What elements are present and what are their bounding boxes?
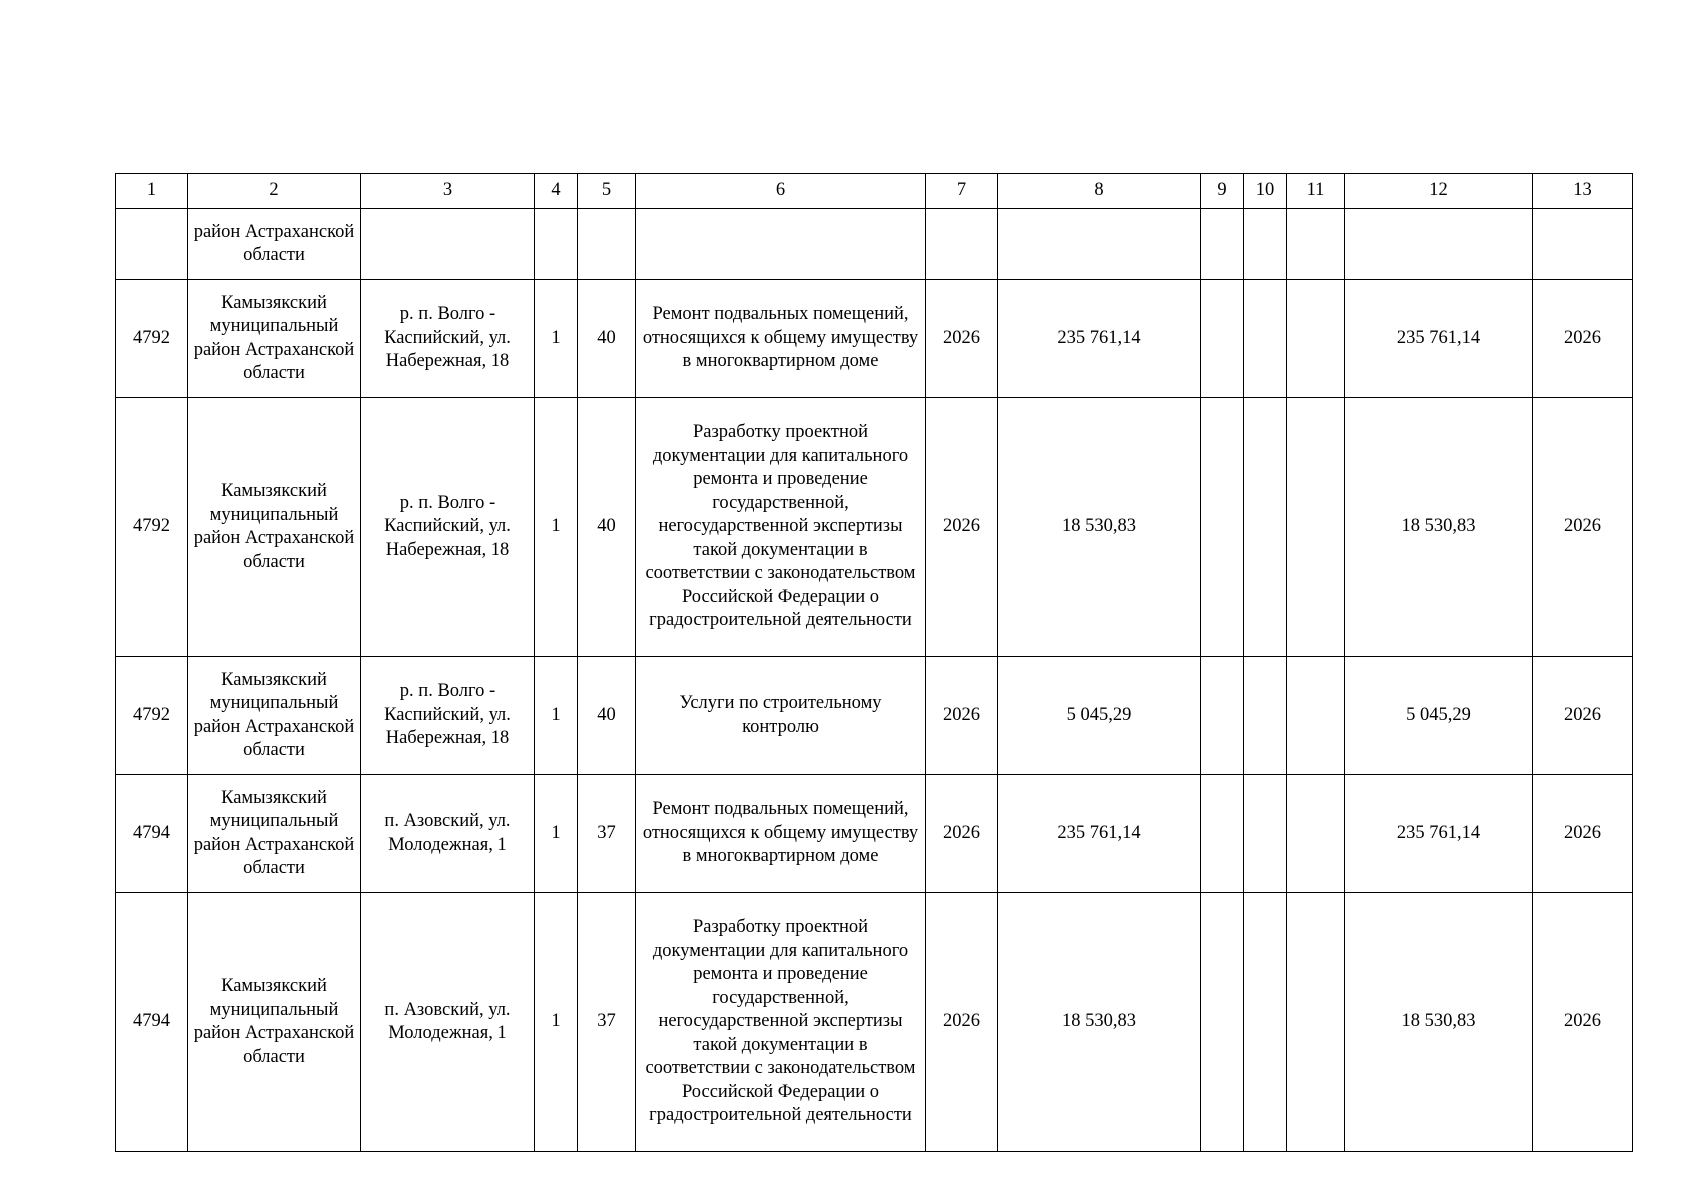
table-row xyxy=(116,398,1633,657)
cell-col9 xyxy=(1201,209,1244,280)
cell-year-end: 2026 xyxy=(1533,775,1633,893)
column-header: 9 xyxy=(1201,174,1244,209)
cell-col10 xyxy=(1244,398,1287,657)
cell-col11 xyxy=(1287,280,1345,398)
cell-municipality: Камызякский муниципальный район Астраханской области xyxy=(188,775,361,893)
column-header: 6 xyxy=(636,174,926,209)
document-page xyxy=(115,173,1633,1152)
cell-col5: 37 xyxy=(578,775,636,893)
column-header: 5 xyxy=(578,174,636,209)
cell-address: р. п. Волго - Каспийский, ул. Набережная, 18 xyxy=(361,398,535,657)
cell-col10 xyxy=(1244,893,1287,1152)
cell-address: п. Азовский, ул. Молодежная, 1 xyxy=(361,775,535,893)
cell-col11 xyxy=(1287,398,1345,657)
cell-col4: 1 xyxy=(535,657,578,775)
cell-cost xyxy=(998,209,1201,280)
cell-col4: 1 xyxy=(535,775,578,893)
column-header: 10 xyxy=(1244,174,1287,209)
cell-municipality: Камызякский муниципальный район Астраханской области xyxy=(188,280,361,398)
cell-number xyxy=(116,209,188,280)
cell-cost: 5 045,29 xyxy=(998,657,1201,775)
cell-address xyxy=(361,209,535,280)
cell-col10 xyxy=(1244,280,1287,398)
cell-col11 xyxy=(1287,775,1345,893)
column-header: 1 xyxy=(116,174,188,209)
cell-municipality: Камызякский муниципальный район Астраханской области xyxy=(188,893,361,1152)
cell-col5 xyxy=(578,209,636,280)
cell-number: 4792 xyxy=(116,280,188,398)
cell-cost-total xyxy=(1345,209,1533,280)
column-header: 13 xyxy=(1533,174,1633,209)
repair-schedule-table xyxy=(115,173,1633,1152)
cell-col9 xyxy=(1201,893,1244,1152)
cell-cost-total: 235 761,14 xyxy=(1345,280,1533,398)
cell-col9 xyxy=(1201,398,1244,657)
cell-year-end xyxy=(1533,209,1633,280)
cell-col5: 40 xyxy=(578,398,636,657)
cell-year-end: 2026 xyxy=(1533,657,1633,775)
cell-year-end: 2026 xyxy=(1533,893,1633,1152)
cell-address: р. п. Волго - Каспийский, ул. Набережная, 18 xyxy=(361,657,535,775)
continuation-row xyxy=(116,209,1633,280)
cell-number: 4792 xyxy=(116,657,188,775)
cell-municipality: Камызякский муниципальный район Астраханской области xyxy=(188,398,361,657)
cell-cost-total: 235 761,14 xyxy=(1345,775,1533,893)
cell-work: Разработку проектной документации для капитального ремонта и проведение государственной, негосударственной экспертизы такой документации в соответствии с законодательством Российской Федерации о градостроительной деятельности xyxy=(636,893,926,1152)
cell-cost-total: 18 530,83 xyxy=(1345,398,1533,657)
cell-year xyxy=(926,209,998,280)
table-row xyxy=(116,280,1633,398)
cell-work: Разработку проектной документации для капитального ремонта и проведение государственной, негосударственной экспертизы такой документации в соответствии с законодательством Российской Федерации о градостроительной деятельности xyxy=(636,398,926,657)
cell-number: 4792 xyxy=(116,398,188,657)
cell-col4 xyxy=(535,209,578,280)
table-row xyxy=(116,657,1633,775)
cell-col10 xyxy=(1244,209,1287,280)
cell-col9 xyxy=(1201,280,1244,398)
cell-year: 2026 xyxy=(926,398,998,657)
cell-work: Услуги по строительному контролю xyxy=(636,657,926,775)
cell-address: р. п. Волго - Каспийский, ул. Набережная, 18 xyxy=(361,280,535,398)
cell-col10 xyxy=(1244,775,1287,893)
table-row xyxy=(116,775,1633,893)
column-header: 8 xyxy=(998,174,1201,209)
column-header: 4 xyxy=(535,174,578,209)
column-header: 12 xyxy=(1345,174,1533,209)
cell-col11 xyxy=(1287,209,1345,280)
cell-year-end: 2026 xyxy=(1533,398,1633,657)
column-header: 11 xyxy=(1287,174,1345,209)
table-row xyxy=(116,893,1633,1152)
cell-cost: 18 530,83 xyxy=(998,398,1201,657)
cell-municipality: район Астраханской области xyxy=(188,209,361,280)
column-header: 7 xyxy=(926,174,998,209)
cell-number: 4794 xyxy=(116,775,188,893)
cell-col4: 1 xyxy=(535,893,578,1152)
cell-col4: 1 xyxy=(535,280,578,398)
cell-col4: 1 xyxy=(535,398,578,657)
cell-year: 2026 xyxy=(926,280,998,398)
cell-col10 xyxy=(1244,657,1287,775)
cell-cost-total: 5 045,29 xyxy=(1345,657,1533,775)
cell-address: п. Азовский, ул. Молодежная, 1 xyxy=(361,893,535,1152)
cell-col5: 37 xyxy=(578,893,636,1152)
cell-year: 2026 xyxy=(926,775,998,893)
column-number-header-row xyxy=(116,174,1633,209)
cell-col11 xyxy=(1287,893,1345,1152)
cell-number: 4794 xyxy=(116,893,188,1152)
cell-work: Ремонт подвальных помещений, относящихся к общему имуществу в многоквартирном доме xyxy=(636,280,926,398)
cell-cost-total: 18 530,83 xyxy=(1345,893,1533,1152)
column-header: 3 xyxy=(361,174,535,209)
cell-work: Ремонт подвальных помещений, относящихся к общему имуществу в многоквартирном доме xyxy=(636,775,926,893)
cell-cost: 18 530,83 xyxy=(998,893,1201,1152)
column-header: 2 xyxy=(188,174,361,209)
cell-col9 xyxy=(1201,657,1244,775)
cell-municipality: Камызякский муниципальный район Астраханской области xyxy=(188,657,361,775)
cell-cost: 235 761,14 xyxy=(998,775,1201,893)
cell-col9 xyxy=(1201,775,1244,893)
cell-year: 2026 xyxy=(926,657,998,775)
cell-cost: 235 761,14 xyxy=(998,280,1201,398)
cell-work xyxy=(636,209,926,280)
cell-year-end: 2026 xyxy=(1533,280,1633,398)
cell-col5: 40 xyxy=(578,657,636,775)
cell-year: 2026 xyxy=(926,893,998,1152)
cell-col11 xyxy=(1287,657,1345,775)
cell-col5: 40 xyxy=(578,280,636,398)
